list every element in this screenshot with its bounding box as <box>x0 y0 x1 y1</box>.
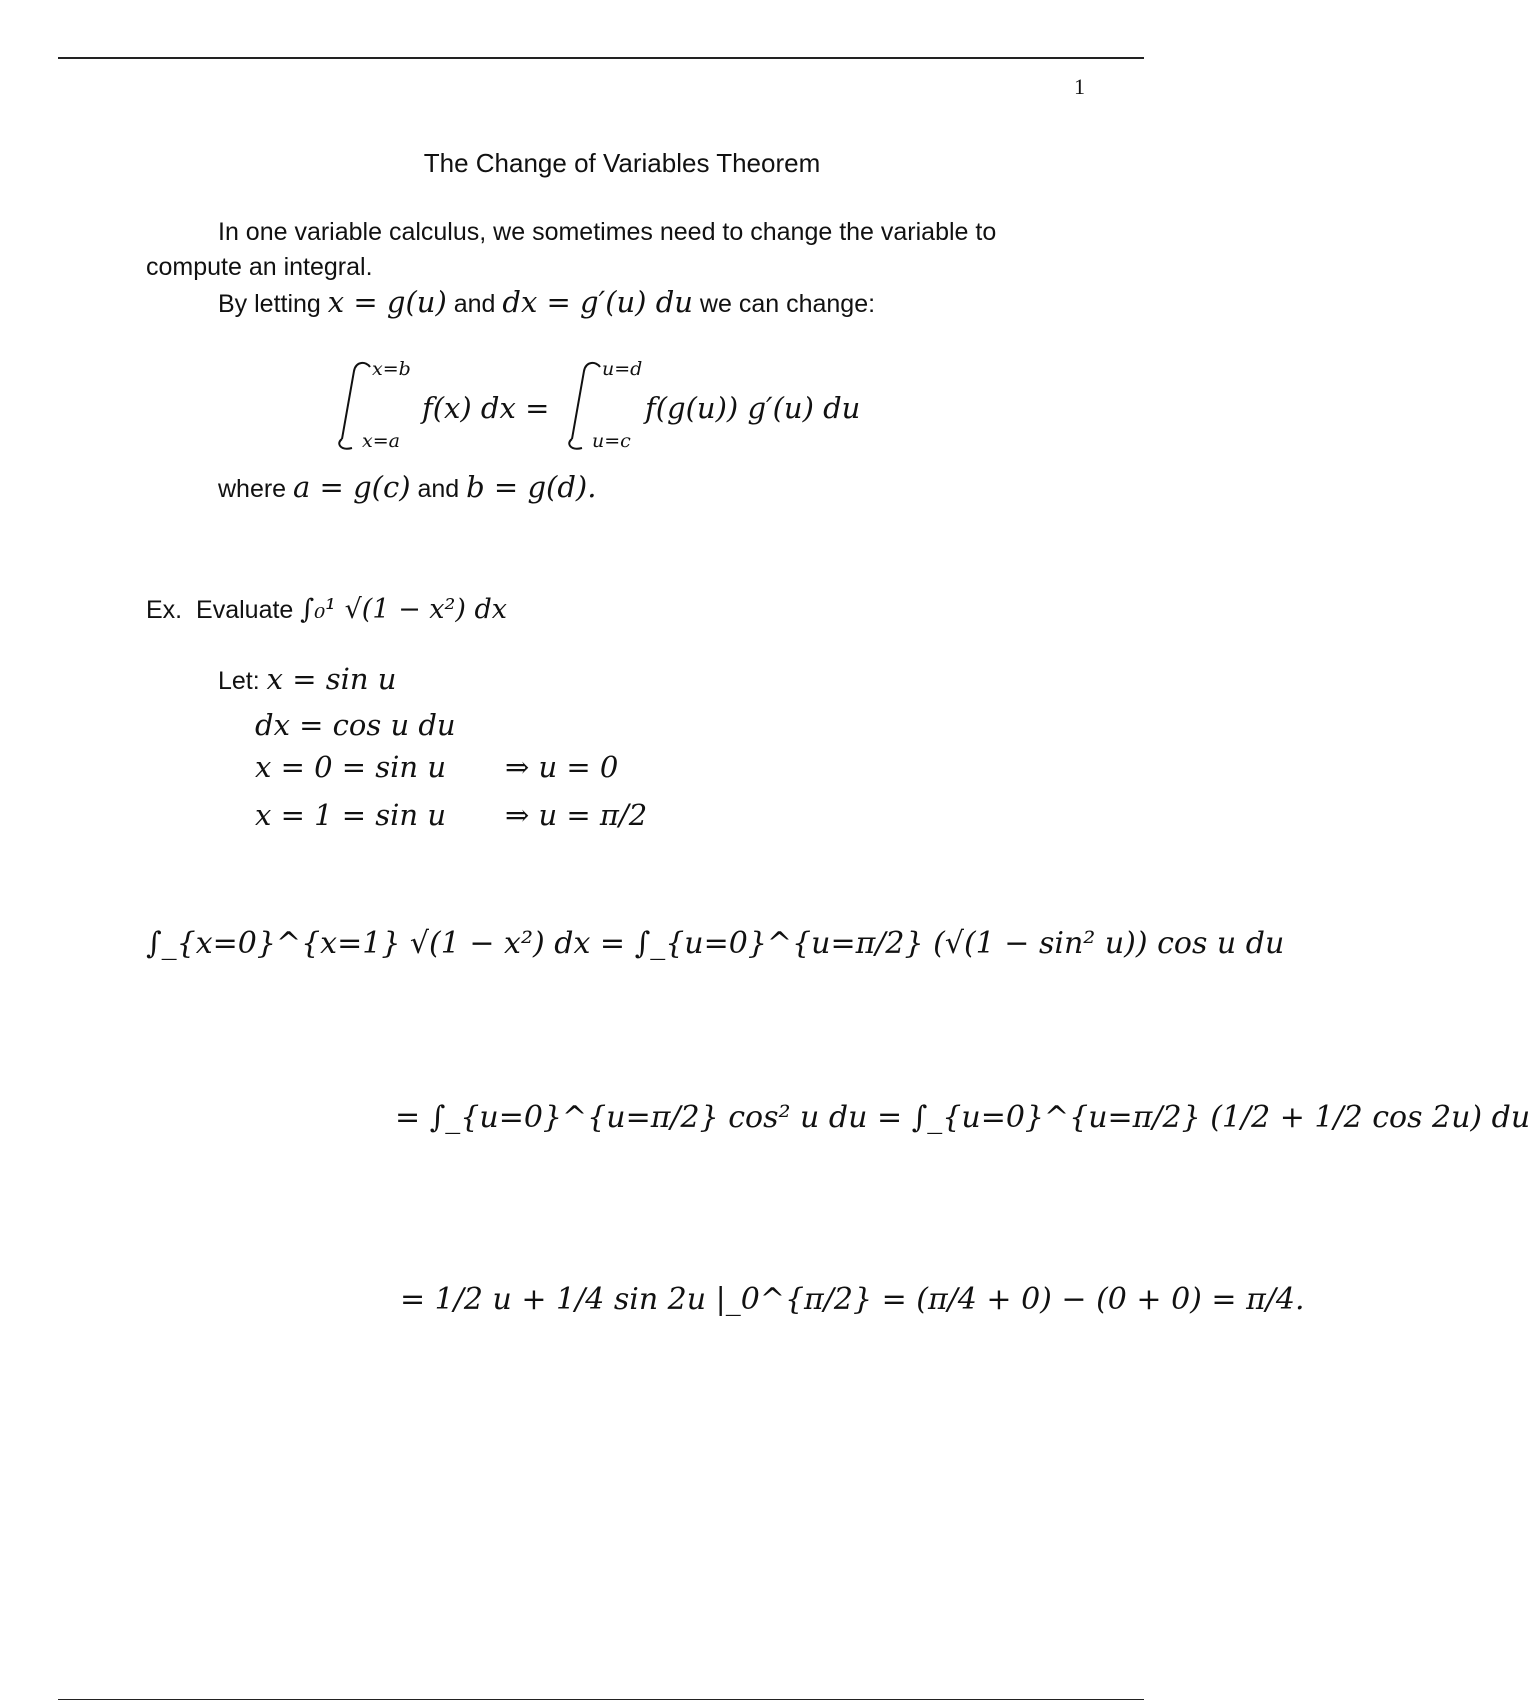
example-integral: ∫₀¹ √(1 − x²) dx <box>300 594 507 625</box>
let-text: Let: <box>218 667 260 695</box>
lhs-lower-limit: x=a <box>362 430 400 452</box>
substitution-dx: dx = g′(u) du <box>502 285 693 319</box>
derivation-line-1: ∫_{x=0}^{x=1} √(1 − x²) dx = ∫_{u=0}^{u=π/2} (√(1 − sin² u)) cos u du <box>146 926 1285 961</box>
bound1-left: x = 1 = sin u <box>255 798 447 832</box>
document-title: The Change of Variables Theorem <box>423 148 821 178</box>
rhs-integrand: f(g(u)) g′(u) du <box>645 391 861 425</box>
bound1-right: ⇒ u = π/2 <box>505 798 648 832</box>
substitution-sentence <box>218 285 875 319</box>
let-line <box>218 662 396 696</box>
intro-paragraph: In one variable calculus, we sometimes need to change the variable to compute an integral. <box>146 218 997 281</box>
let-x-equation: x = sin u <box>266 662 397 696</box>
b-equals: b = g(d). <box>466 470 597 504</box>
top-rule <box>58 57 1144 59</box>
evaluate-text: Evaluate <box>196 596 294 624</box>
page-number: 1 <box>1074 74 1085 99</box>
a-equals: a = g(c) <box>293 470 411 504</box>
rhs-upper-limit: u=d <box>602 358 643 380</box>
where-sentence <box>218 470 596 504</box>
by-letting-text: By letting <box>218 290 321 318</box>
lhs-upper-limit: x=b <box>372 358 411 380</box>
theorem-formula <box>330 355 930 465</box>
and-text-2: and <box>417 475 460 503</box>
where-text: where <box>218 475 287 503</box>
lhs-integrand: f(x) dx = <box>422 391 550 425</box>
dx-equation: dx = cos u du <box>255 708 456 742</box>
bound0-right: ⇒ u = 0 <box>505 750 619 784</box>
and-text: and <box>453 290 496 318</box>
example-label: Ex. <box>146 596 183 624</box>
derivation-line-2: = ∫_{u=0}^{u=π/2} cos² u du = ∫_{u=0}^{u=π/2} (1/2 + 1/2 cos 2u) du <box>395 1100 1530 1135</box>
example-heading <box>146 594 507 625</box>
substitution-x: x = g(u) <box>327 285 447 319</box>
rhs-lower-limit: u=c <box>592 430 631 452</box>
derivation-line-3: = 1/2 u + 1/4 sin 2u |_0^{π/2} = (π/4 + 0) − (0 + 0) = π/4. <box>400 1282 1305 1317</box>
we-can-change-text: we can change: <box>699 290 876 318</box>
bound0-left: x = 0 = sin u <box>255 750 447 784</box>
